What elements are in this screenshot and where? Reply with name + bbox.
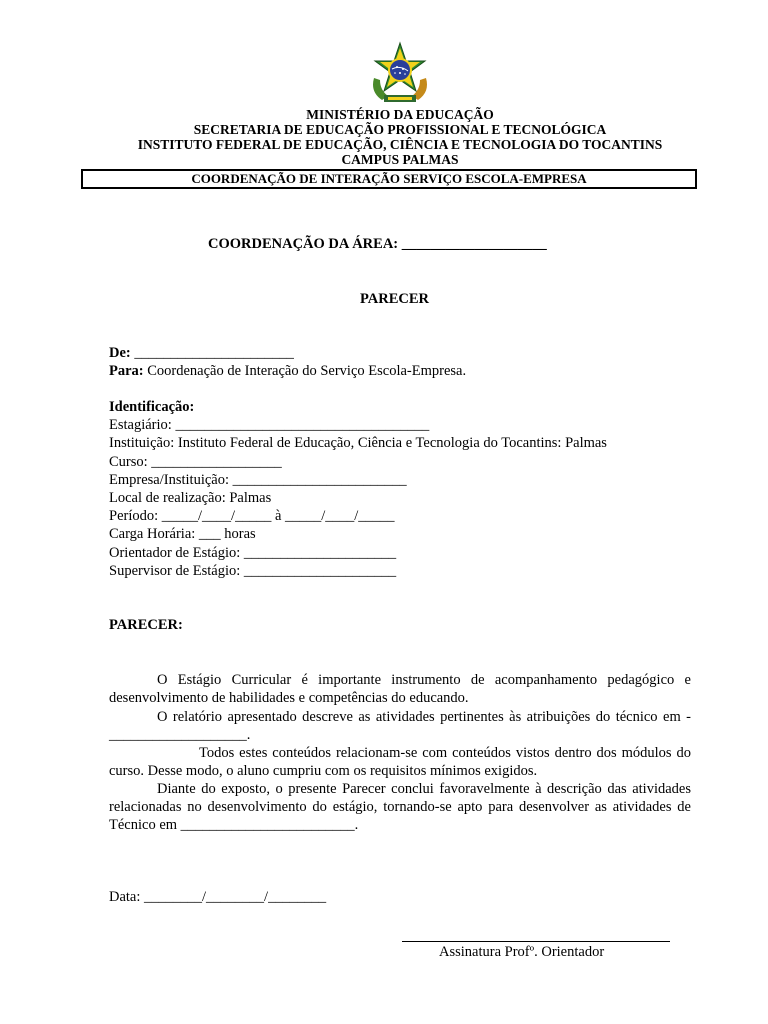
id-curso: Curso: __________________ (109, 454, 282, 470)
paragraph-2: O relatório apresentado descreve as atividades pertinentes às atribuições do técnico em - ___________________. (109, 709, 691, 744)
header-campus: CAMPUS PALMAS (341, 152, 459, 167)
paragraph-4: Diante do exposto, o presente Parecer conclui favoravelmente à descrição das atividades relacionadas no desenvolvimento do estágio, tornando-se apto para desenvolver as atividades de Técnico em ________________________. (109, 781, 691, 834)
para-value: Coordenação de Interação do Serviço Escola-Empresa. (147, 363, 467, 379)
header-secretariat: SECRETARIA DE EDUCAÇÃO PROFISSIONAL E TECNOLÓGICA (193, 122, 607, 137)
signature-line (402, 941, 670, 942)
header-ministry: MINISTÉRIO DA EDUCAÇÃO (306, 107, 494, 122)
data-line: Data: ________/________/________ (109, 889, 327, 905)
header-coordination-box: COORDENAÇÃO DE INTERAÇÃO SERVIÇO ESCOLA-EMPRESA (81, 169, 697, 189)
id-instituicao: Instituição: Instituto Federal de Educação, Ciência e Tecnologia do Tocantins: Palmas (109, 435, 607, 451)
de-value: ______________________ (134, 345, 294, 361)
header-institute: INSTITUTO FEDERAL DE EDUCAÇÃO, CIÊNCIA E TECNOLOGIA DO TOCANTINS (137, 137, 663, 152)
de-label: De: (109, 345, 131, 361)
id-supervisor: Supervisor de Estágio: _____________________ (109, 563, 397, 579)
parecer-heading: PARECER: (109, 617, 183, 633)
paragraph-3: Todos estes conteúdos relacionam-se com conteúdos vistos dentro dos módulos do curso. Desse modo, o aluno cumpriu com os requisitos mínimos exigidos. (109, 745, 691, 780)
para-line (109, 363, 466, 380)
identificacao-heading: Identificação: (109, 399, 195, 415)
brazil-coat-of-arms-icon (366, 40, 434, 108)
paragraph-1: O Estágio Curricular é importante instrumento de acompanhamento pedagógico e desenvolvimento de habilidades e competências do educando. (109, 672, 691, 707)
id-orientador: Orientador de Estágio: _____________________ (109, 545, 397, 561)
id-carga: Carga Horária: ___ horas (109, 526, 256, 542)
id-local: Local de realização: Palmas (109, 490, 272, 506)
page-title: PARECER (360, 291, 430, 307)
id-periodo: Período: _____/____/_____ à _____/____/_____ (109, 508, 395, 524)
de-line (109, 345, 294, 362)
id-empresa: Empresa/Instituição: ________________________ (109, 472, 407, 488)
id-estagiario: Estagiário: ___________________________________ (109, 417, 430, 433)
signature-label: Assinatura Profº. Orientador (439, 944, 605, 960)
para-label: Para: (109, 363, 144, 379)
area-line: COORDENAÇÃO DA ÁREA: ____________________ (208, 236, 547, 252)
